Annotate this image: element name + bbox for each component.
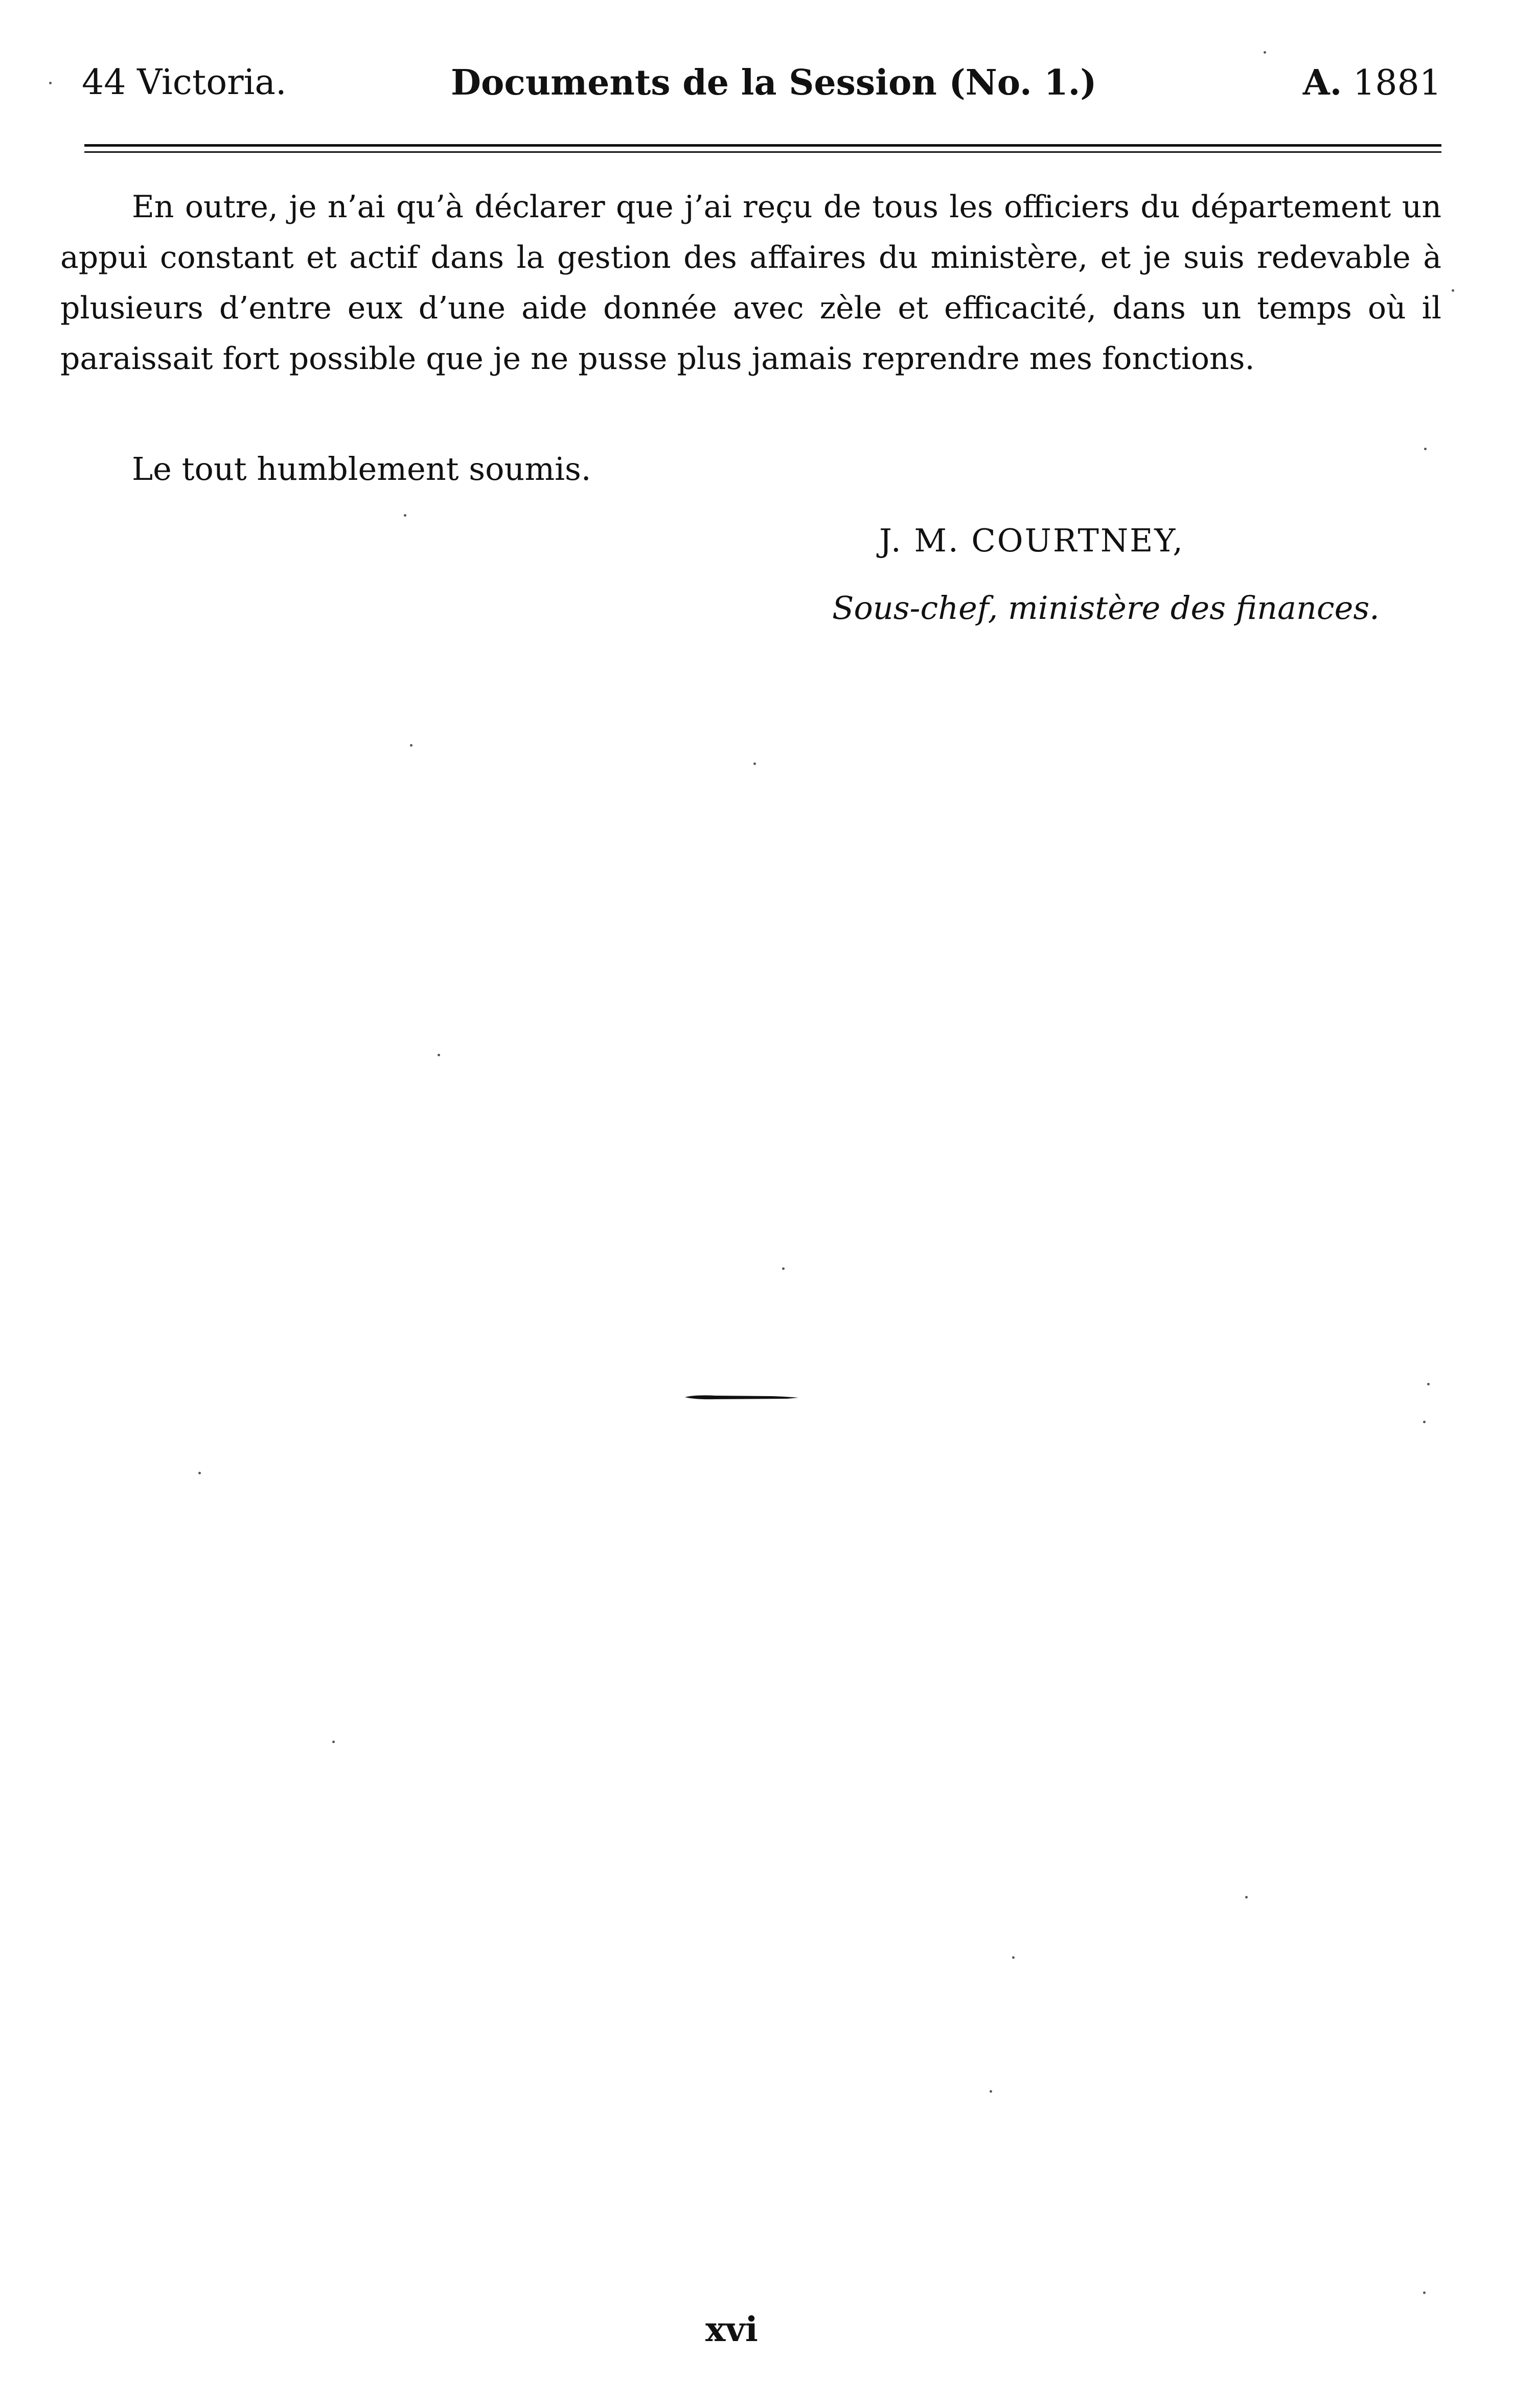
ornamental-dash-graphic	[685, 1394, 798, 1400]
signatory-title: Sous-chef, ministère des finances.	[832, 589, 1380, 627]
header-rule-bottom	[84, 151, 1441, 153]
closing-line: Le tout humblement soumis.	[132, 450, 591, 488]
header-prefix: A.	[1302, 62, 1342, 103]
print-speck	[1452, 289, 1454, 292]
running-head	[82, 57, 1441, 108]
header-rule-top	[84, 144, 1441, 147]
page-folio: xvi	[705, 2309, 758, 2349]
print-speck	[332, 1741, 335, 1743]
print-speck	[1423, 1421, 1426, 1423]
print-speck	[753, 762, 756, 765]
print-speck	[1245, 1896, 1248, 1898]
session-volume: 44 Victoria.	[82, 62, 287, 103]
print-speck	[782, 1267, 785, 1270]
ornamental-dash	[685, 1394, 798, 1400]
print-speck	[990, 2090, 992, 2093]
print-speck	[1264, 51, 1266, 54]
print-speck	[1012, 1956, 1015, 1959]
main-paragraph: En outre, je n’ai qu’à déclarer que j’ai reçu de tous les officiers du département un appui constant et actif dans la gestion des affaires du ministère, et je suis redevable à plusieurs d’entre eux d’une aide donnée avec zèle et efficacité, dans un temps où il paraissait fort possible que je ne pusse plus jamais reprendre mes fonctions.	[60, 189, 1441, 377]
print-speck	[1423, 2291, 1426, 2294]
print-speck	[1427, 1383, 1430, 1385]
print-speck	[49, 82, 52, 84]
print-speck	[198, 1472, 201, 1474]
signatory-name: J. M. COURTNEY,	[879, 522, 1184, 559]
header-year-block	[1303, 57, 1441, 109]
print-speck	[404, 514, 406, 517]
body-text	[60, 182, 1441, 384]
print-speck	[1424, 448, 1427, 450]
document-series-title: Documents de la Session (No. 1.)	[451, 62, 1097, 103]
print-speck	[438, 1054, 440, 1056]
header-year: 1881	[1352, 63, 1441, 103]
print-speck	[410, 744, 412, 747]
